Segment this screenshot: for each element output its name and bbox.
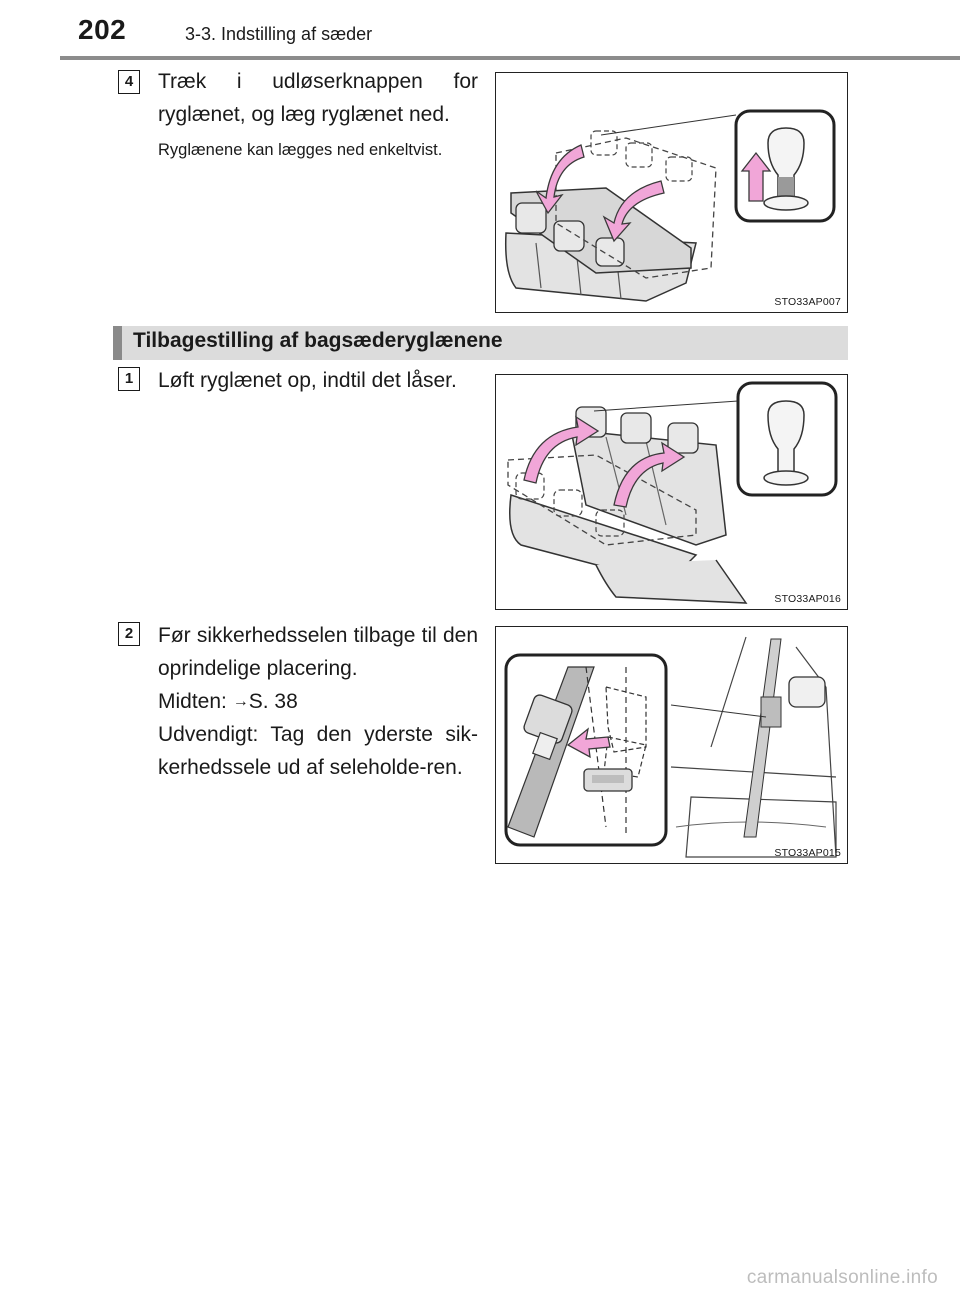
step-number-badge: 1	[118, 367, 140, 391]
page-reference-link[interactable]: S. 38	[248, 690, 298, 713]
figure-raise-seatback	[495, 374, 848, 610]
step-number-badge: 4	[118, 70, 140, 94]
page-number: 202	[78, 14, 127, 45]
step-instruction: Løft ryglænet op, indtil det låser.	[158, 369, 457, 392]
figure-code: STO33AP015	[774, 847, 841, 859]
fold-seatback-illustration	[496, 73, 846, 311]
raise-seatback-illustration	[496, 375, 846, 608]
center-label: Midten:	[158, 690, 227, 713]
figure-fold-seatback	[495, 72, 848, 313]
step-note: Ryglænene kan lægges ned enkeltvist.	[158, 141, 443, 159]
figure-seatbelt-holder	[495, 626, 848, 864]
section-header	[113, 326, 848, 360]
step-instruction: Før sikkerhedsselen tilbage til den oprindelige placering.	[158, 624, 478, 680]
outer-belt-instruction: Udvendigt: Tag den yderste sik-kerhedssele ud af seleholde-ren.	[158, 723, 478, 779]
figure-code: STO33AP016	[774, 593, 841, 605]
step-instruction: Træk i udløserknappen for ryglænet, og læg ryglænet ned.	[158, 70, 478, 126]
reference-arrow-icon: →	[232, 693, 249, 710]
header-divider	[60, 56, 960, 60]
section-title: Tilbagestilling af bagsæderyglænene	[133, 329, 503, 352]
watermark: carmanualsonline.info	[746, 1267, 938, 1288]
step-number-badge: 2	[118, 622, 140, 646]
seatbelt-illustration	[496, 627, 846, 862]
figure-code: STO33AP007	[774, 296, 841, 308]
center-belt-reference	[158, 685, 478, 718]
chapter-title: 3-3. Indstilling af sæder	[185, 24, 373, 44]
